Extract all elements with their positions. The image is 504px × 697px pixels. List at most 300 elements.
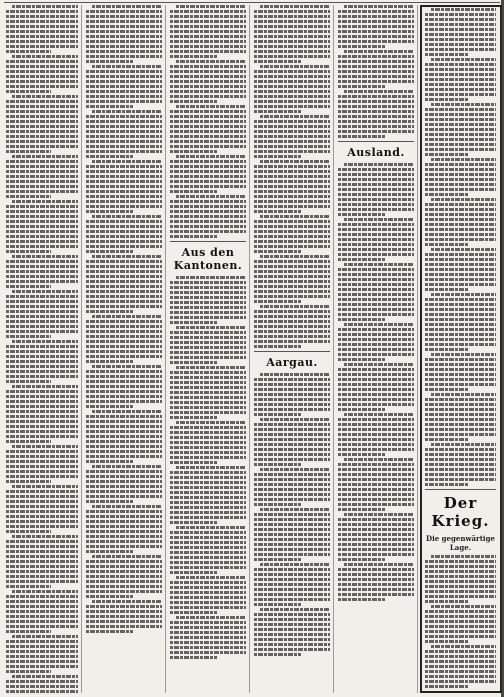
text-line	[431, 158, 496, 161]
text-line	[170, 75, 246, 78]
paragraph	[86, 65, 162, 108]
text-line	[6, 645, 78, 648]
text-line	[170, 30, 246, 33]
paragraph	[425, 103, 496, 156]
text-line	[431, 103, 496, 106]
text-line	[338, 80, 414, 83]
text-line	[86, 245, 162, 248]
text-line	[6, 115, 78, 118]
text-line	[338, 463, 414, 466]
text-line	[86, 400, 162, 403]
text-line	[254, 30, 330, 33]
text-line	[344, 5, 414, 8]
text-line	[254, 583, 330, 586]
text-line	[170, 481, 246, 484]
text-line	[6, 35, 78, 38]
text-line	[92, 215, 162, 218]
text-line	[170, 391, 246, 394]
text-line	[254, 45, 330, 48]
text-line	[260, 508, 330, 511]
text-line	[338, 303, 414, 306]
text-line	[6, 85, 78, 88]
text-line	[338, 443, 414, 446]
text-line	[176, 60, 246, 63]
paragraph	[86, 5, 162, 63]
text-line	[6, 380, 51, 383]
text-line	[338, 75, 414, 78]
text-line	[170, 596, 246, 599]
text-line	[170, 611, 217, 614]
text-line	[338, 243, 414, 246]
text-line	[425, 298, 496, 301]
paragraph	[338, 218, 414, 261]
paragraph	[254, 305, 330, 348]
text-line	[86, 40, 162, 43]
text-line	[338, 100, 414, 103]
text-line	[92, 505, 162, 508]
text-line	[254, 95, 330, 98]
text-line	[86, 270, 162, 273]
text-line	[425, 363, 496, 366]
text-line	[425, 83, 496, 86]
text-line	[92, 465, 162, 468]
text-line	[170, 546, 246, 549]
text-line	[6, 540, 78, 543]
text-line	[170, 115, 246, 118]
text-line	[338, 120, 414, 123]
text-line	[254, 345, 301, 348]
paragraph	[86, 255, 162, 313]
text-line	[6, 270, 78, 273]
text-line	[338, 65, 414, 68]
text-line	[6, 165, 78, 168]
text-line	[86, 545, 162, 548]
text-line	[338, 213, 385, 216]
text-line	[92, 410, 162, 413]
text-line	[344, 323, 414, 326]
text-line	[260, 5, 330, 8]
text-line	[425, 640, 469, 643]
text-line	[170, 140, 246, 143]
text-line	[338, 308, 414, 311]
text-line	[170, 80, 246, 83]
text-line	[338, 268, 414, 271]
text-line	[254, 105, 330, 108]
text-line	[6, 220, 78, 223]
text-line	[425, 178, 496, 181]
text-line	[170, 120, 246, 123]
text-line	[425, 133, 496, 136]
text-line	[170, 90, 246, 93]
text-line	[260, 215, 330, 218]
text-line	[86, 225, 162, 228]
text-line	[425, 128, 496, 131]
paragraph	[425, 645, 496, 688]
text-line	[425, 338, 496, 341]
text-line	[170, 145, 246, 148]
text-line	[431, 58, 496, 61]
text-line	[86, 430, 162, 433]
text-line	[6, 585, 51, 588]
text-line	[254, 245, 330, 248]
paragraph	[6, 385, 78, 443]
text-line	[6, 285, 51, 288]
text-line	[338, 238, 414, 241]
text-line	[425, 560, 496, 563]
text-line	[425, 318, 496, 321]
paragraph	[425, 158, 496, 196]
text-line	[86, 75, 162, 78]
text-line	[86, 500, 133, 503]
text-line	[170, 316, 246, 319]
text-line	[6, 335, 51, 338]
text-line	[6, 390, 78, 393]
text-line	[338, 478, 414, 481]
text-line	[170, 125, 246, 128]
text-line	[425, 193, 469, 196]
text-line	[425, 570, 496, 573]
text-line	[86, 605, 162, 608]
text-line	[170, 35, 246, 38]
text-line	[254, 618, 330, 621]
text-line	[254, 130, 330, 133]
text-line	[338, 393, 414, 396]
text-line	[425, 423, 496, 426]
text-line	[254, 260, 330, 263]
text-line	[6, 135, 78, 138]
text-line	[425, 288, 469, 291]
paragraph	[254, 5, 330, 63]
text-line	[86, 335, 162, 338]
section-heading-ausland: Ausland.	[347, 146, 405, 159]
text-line	[338, 278, 414, 281]
paragraph	[6, 590, 78, 633]
text-line	[254, 285, 330, 288]
text-line	[86, 595, 133, 598]
text-line	[254, 553, 330, 556]
paragraph	[170, 155, 246, 193]
text-line	[6, 80, 78, 83]
text-line	[170, 621, 246, 624]
text-line	[86, 125, 162, 128]
text-line	[425, 655, 496, 658]
text-line	[254, 588, 330, 591]
text-line	[170, 220, 246, 223]
text-line	[431, 393, 496, 396]
text-line	[170, 441, 246, 444]
text-line	[170, 185, 246, 188]
paragraph	[254, 468, 330, 506]
text-line	[425, 53, 469, 56]
text-line	[6, 450, 78, 453]
text-line	[6, 235, 78, 238]
text-line	[170, 235, 217, 238]
text-line	[425, 153, 469, 156]
text-line	[86, 120, 162, 123]
text-line	[425, 600, 469, 603]
paragraph	[86, 160, 162, 213]
text-line	[6, 620, 78, 623]
text-line	[425, 138, 496, 141]
text-line	[6, 185, 78, 188]
text-line	[86, 375, 162, 378]
text-line	[425, 408, 496, 411]
paragraph	[338, 163, 414, 216]
text-line	[86, 350, 162, 353]
text-line	[86, 90, 162, 93]
text-line	[170, 551, 246, 554]
text-line	[425, 208, 496, 211]
text-line	[170, 571, 217, 574]
text-line	[86, 530, 162, 533]
text-line	[86, 210, 133, 213]
text-line	[425, 413, 496, 416]
text-line	[12, 535, 78, 538]
text-line	[338, 498, 414, 501]
text-line	[425, 323, 496, 326]
text-line	[6, 20, 78, 23]
text-line	[176, 105, 246, 108]
text-line	[254, 498, 330, 501]
paragraph	[86, 110, 162, 158]
text-line	[254, 603, 301, 606]
text-line	[338, 508, 385, 511]
text-line	[254, 290, 330, 293]
text-line	[338, 598, 385, 601]
text-line	[86, 590, 162, 593]
text-line	[86, 230, 162, 233]
text-line	[338, 593, 414, 596]
text-line	[86, 630, 133, 633]
text-line	[86, 560, 162, 563]
paragraph	[425, 198, 496, 246]
paragraph	[425, 293, 496, 351]
text-line	[254, 90, 330, 93]
section-rule	[170, 241, 246, 242]
text-line	[92, 555, 162, 558]
text-line	[338, 433, 414, 436]
text-line	[92, 315, 162, 318]
text-line	[254, 15, 330, 18]
text-line	[170, 200, 246, 203]
text-line	[92, 160, 162, 163]
text-line	[6, 665, 78, 668]
text-line	[338, 423, 414, 426]
text-line	[254, 403, 330, 406]
column-3	[168, 5, 250, 693]
text-line	[254, 145, 330, 148]
text-line	[86, 265, 162, 268]
text-line	[6, 300, 78, 303]
text-line	[86, 95, 162, 98]
text-line	[254, 120, 330, 123]
text-line	[260, 115, 330, 118]
text-line	[86, 425, 162, 428]
text-line	[6, 480, 51, 483]
text-line	[425, 670, 496, 673]
text-line	[170, 561, 246, 564]
text-line	[86, 30, 162, 33]
paragraph	[6, 55, 78, 93]
text-line	[86, 180, 162, 183]
text-line	[425, 313, 496, 316]
text-line	[425, 68, 496, 71]
text-line	[170, 45, 246, 48]
text-line	[170, 301, 246, 304]
text-line	[6, 525, 78, 528]
text-line	[6, 275, 78, 278]
paragraph	[170, 466, 246, 524]
text-line	[6, 100, 78, 103]
text-line	[425, 123, 496, 126]
text-line	[338, 453, 385, 456]
text-line	[86, 405, 133, 408]
text-line	[12, 155, 78, 158]
text-line	[86, 190, 162, 193]
text-line	[254, 300, 301, 303]
text-line	[6, 195, 51, 198]
text-line	[254, 185, 330, 188]
text-line	[86, 625, 162, 628]
text-line	[254, 443, 330, 446]
paragraph	[86, 365, 162, 408]
text-line	[6, 265, 78, 268]
section-subheading-lage: Die gegenwärtige Lage.	[426, 534, 495, 552]
text-line	[338, 203, 414, 206]
text-line	[338, 248, 414, 251]
text-line	[254, 275, 330, 278]
text-line	[425, 565, 496, 568]
text-line	[176, 576, 246, 579]
text-line	[425, 218, 496, 221]
paragraph	[254, 215, 330, 253]
paragraph	[338, 90, 414, 138]
text-line	[176, 421, 246, 424]
text-line	[254, 568, 330, 571]
text-line	[254, 598, 330, 601]
text-line	[254, 503, 301, 506]
text-line	[425, 78, 496, 81]
text-line	[344, 90, 414, 93]
text-line	[338, 383, 414, 386]
text-line	[254, 330, 330, 333]
text-line	[254, 315, 330, 318]
text-line	[338, 353, 414, 356]
text-line	[254, 125, 330, 128]
text-line	[425, 368, 496, 371]
text-line	[6, 210, 78, 213]
text-line	[170, 501, 246, 504]
text-line	[170, 491, 246, 494]
text-line	[425, 680, 496, 683]
text-line	[254, 225, 330, 228]
text-line	[170, 160, 246, 163]
text-line	[170, 536, 246, 539]
text-line	[254, 613, 330, 616]
text-line	[338, 40, 414, 43]
text-line	[6, 320, 78, 323]
text-line	[425, 113, 496, 116]
text-line	[6, 245, 78, 248]
text-line	[254, 265, 330, 268]
text-line	[260, 563, 330, 566]
paragraph	[338, 513, 414, 561]
column-grid	[4, 5, 500, 693]
text-line	[338, 125, 414, 128]
paragraph	[170, 5, 246, 58]
section-heading-der-krieg: Der Krieg.	[431, 494, 490, 530]
text-line	[425, 188, 496, 191]
text-line	[170, 341, 246, 344]
text-line	[338, 438, 414, 441]
text-line	[254, 40, 330, 43]
text-line	[425, 268, 496, 271]
text-line	[344, 413, 414, 416]
section-rule	[338, 141, 414, 142]
column-1	[4, 5, 82, 693]
text-line	[254, 488, 330, 491]
text-line	[170, 636, 246, 639]
text-line	[6, 70, 78, 73]
text-line	[170, 291, 246, 294]
text-line	[86, 205, 162, 208]
text-line	[254, 165, 330, 168]
text-line	[6, 125, 78, 128]
text-line	[6, 50, 51, 53]
text-line	[170, 336, 246, 339]
text-line	[431, 293, 496, 296]
text-line	[86, 50, 162, 53]
text-line	[176, 5, 246, 8]
paragraph	[338, 458, 414, 511]
text-line	[254, 408, 330, 411]
paragraph	[6, 535, 78, 588]
column-5	[336, 5, 418, 693]
text-line	[338, 193, 414, 196]
text-line	[254, 413, 301, 416]
text-line	[86, 515, 162, 518]
text-line	[170, 651, 246, 654]
text-line	[86, 170, 162, 173]
text-line	[425, 98, 469, 101]
text-line	[170, 591, 246, 594]
text-line	[425, 173, 496, 176]
text-line	[260, 608, 330, 611]
text-line	[338, 523, 414, 526]
text-line	[425, 93, 496, 96]
text-line	[92, 365, 162, 368]
text-line	[254, 70, 330, 73]
paragraph	[6, 255, 78, 288]
text-line	[170, 175, 246, 178]
text-line	[6, 360, 78, 363]
text-line	[431, 645, 496, 648]
text-line	[170, 461, 217, 464]
text-line	[425, 228, 496, 231]
text-line	[425, 168, 496, 171]
text-line	[338, 233, 414, 236]
text-line	[425, 438, 469, 441]
text-line	[86, 80, 162, 83]
text-line	[170, 556, 246, 559]
text-line	[425, 88, 496, 91]
text-line	[338, 298, 414, 301]
text-line	[170, 230, 246, 233]
text-line	[170, 180, 246, 183]
text-line	[86, 45, 162, 48]
text-line	[6, 75, 78, 78]
text-line	[6, 120, 78, 123]
